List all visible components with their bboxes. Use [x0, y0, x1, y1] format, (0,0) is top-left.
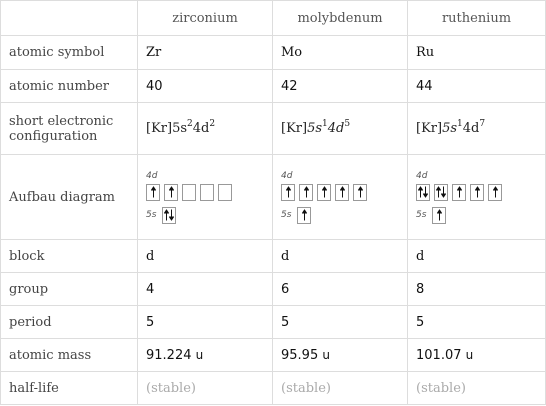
orbital-label-4d: 4d — [281, 170, 293, 181]
zirconium-block: d — [138, 240, 273, 273]
orbital-box — [335, 184, 349, 201]
zirconium-electronic-configuration — [138, 103, 273, 155]
config-core: [Kr] — [281, 121, 308, 136]
row-label-half-life: half-life — [1, 372, 138, 405]
molybdenum-atomic-number: 42 — [273, 70, 408, 103]
spin-up-arrow-icon — [302, 209, 307, 221]
orbital-box — [218, 184, 232, 201]
zirconium-atomic-mass — [138, 339, 273, 372]
row-label-electronic-configuration: short electronic configuration — [1, 103, 138, 155]
atomic-mass-value: 95.95 — [281, 347, 319, 363]
orbital-box — [162, 207, 176, 224]
spin-up-arrow-icon — [151, 186, 156, 198]
row-label-aufbau-diagram: Aufbau diagram — [1, 155, 138, 240]
table-row — [1, 240, 546, 273]
table-row — [1, 372, 546, 405]
spin-down-arrow-icon — [169, 209, 174, 221]
spin-down-arrow-icon — [423, 186, 428, 198]
config-s-count: 1 — [322, 119, 328, 129]
atomic-mass-unit: u — [195, 347, 204, 362]
atomic-mass-value: 91.224 — [146, 347, 192, 363]
header-ruthenium: ruthenium — [408, 1, 546, 36]
table-row — [1, 339, 546, 372]
config-s-orbital: 5s — [172, 121, 188, 136]
zirconium-atomic-number: 40 — [138, 70, 273, 103]
orbital-box — [146, 184, 160, 201]
config-d-count: 5 — [344, 119, 351, 129]
spin-up-arrow-icon — [457, 186, 462, 198]
zirconium-aufbau-diagram — [138, 155, 273, 240]
molybdenum-group: 6 — [273, 273, 408, 306]
molybdenum-aufbau-diagram — [273, 155, 408, 240]
zirconium-half-life: (stable) — [138, 372, 273, 405]
config-core: [Kr] — [416, 121, 443, 136]
config-d-count: 7 — [479, 119, 486, 129]
config-core: [Kr] — [146, 121, 173, 136]
header-row — [1, 1, 546, 36]
spin-up-arrow-icon — [304, 186, 309, 198]
atomic-mass-unit: u — [322, 347, 330, 362]
zirconium-period: 5 — [138, 306, 273, 339]
row-label-period: period — [1, 306, 138, 339]
orbital-label-4d: 4d — [146, 170, 158, 181]
orbital-box — [452, 184, 466, 201]
ruthenium-block: d — [408, 240, 546, 273]
molybdenum-atomic-symbol: Mo — [273, 36, 408, 70]
spin-up-arrow-icon — [169, 186, 174, 198]
row-label-atomic-mass: atomic mass — [1, 339, 138, 372]
orbital-row-5s — [146, 207, 264, 224]
zirconium-atomic-symbol: Zr — [138, 36, 273, 70]
spin-up-arrow-icon — [358, 186, 363, 198]
table-row — [1, 103, 546, 155]
atomic-mass-value: 101.07 — [416, 347, 462, 363]
orbital-box — [416, 184, 430, 201]
orbital-label-5s: 5s — [146, 210, 157, 220]
ruthenium-atomic-number: 44 — [408, 70, 546, 103]
orbital-row-5s — [281, 207, 399, 224]
spin-up-arrow-icon — [493, 186, 498, 198]
spin-up-arrow-icon — [322, 186, 327, 198]
orbital-box — [299, 184, 313, 201]
config-s-count: 2 — [187, 119, 193, 129]
orbital-box — [353, 184, 367, 201]
orbital-box — [317, 184, 331, 201]
config-d-orbital: 4d — [327, 121, 345, 136]
row-label-atomic-number: atomic number — [1, 70, 138, 103]
ruthenium-group: 8 — [408, 273, 546, 306]
header-corner — [1, 1, 138, 36]
ruthenium-atomic-symbol: Ru — [408, 36, 546, 70]
config-d-orbital: 4d — [192, 121, 210, 136]
orbital-row-5s — [416, 207, 537, 224]
molybdenum-half-life: (stable) — [273, 372, 408, 405]
row-label-group: group — [1, 273, 138, 306]
orbital-box — [432, 207, 446, 224]
molybdenum-atomic-mass — [273, 339, 408, 372]
orbital-box — [470, 184, 484, 201]
orbital-box — [200, 184, 214, 201]
orbital-label-5s: 5s — [281, 210, 292, 220]
ruthenium-period: 5 — [408, 306, 546, 339]
config-s-count: 1 — [457, 119, 463, 129]
spin-up-arrow-icon — [437, 209, 442, 221]
spin-up-arrow-icon — [340, 186, 345, 198]
header-zirconium: zirconium — [138, 1, 273, 36]
orbital-row-4d — [416, 184, 537, 201]
orbital-box — [488, 184, 502, 201]
config-d-count: 2 — [209, 119, 216, 129]
config-s-orbital: 5s — [307, 121, 323, 136]
table-row — [1, 273, 546, 306]
ruthenium-aufbau-diagram — [408, 155, 546, 240]
config-s-orbital: 5s — [442, 121, 458, 136]
molybdenum-electronic-configuration — [273, 103, 408, 155]
config-d-orbital: 4d — [462, 121, 480, 136]
zirconium-group: 4 — [138, 273, 273, 306]
ruthenium-electronic-configuration — [408, 103, 546, 155]
orbital-row-4d — [146, 184, 264, 201]
orbital-label-4d: 4d — [416, 170, 428, 181]
orbital-box — [281, 184, 295, 201]
row-label-block: block — [1, 240, 138, 273]
orbital-label-5s: 5s — [416, 210, 427, 220]
orbital-row-4d — [281, 184, 399, 201]
atomic-mass-unit: u — [465, 347, 474, 362]
ruthenium-atomic-mass — [408, 339, 546, 372]
header-molybdenum: molybdenum — [273, 1, 408, 36]
table-row — [1, 70, 546, 103]
spin-up-arrow-icon — [286, 186, 291, 198]
orbital-box — [297, 207, 311, 224]
orbital-box — [164, 184, 178, 201]
orbital-box — [434, 184, 448, 201]
ruthenium-half-life: (stable) — [408, 372, 546, 405]
orbital-box — [182, 184, 196, 201]
table-row — [1, 36, 546, 70]
spin-down-arrow-icon — [441, 186, 446, 198]
row-label-atomic-symbol: atomic symbol — [1, 36, 138, 70]
molybdenum-block: d — [273, 240, 408, 273]
table-row — [1, 306, 546, 339]
table-row — [1, 155, 546, 240]
molybdenum-period: 5 — [273, 306, 408, 339]
spin-up-arrow-icon — [475, 186, 480, 198]
